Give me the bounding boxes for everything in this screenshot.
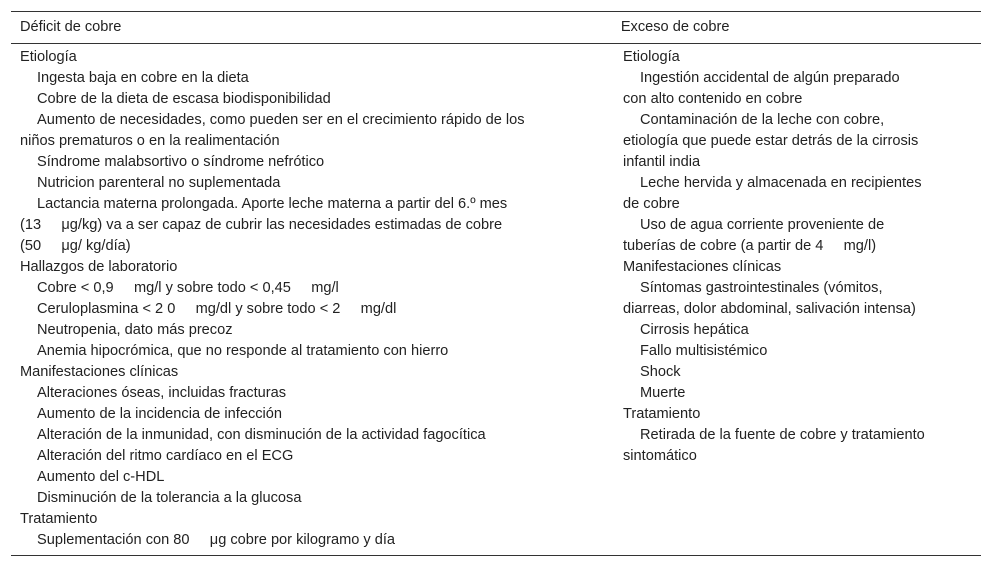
section-heading: Manifestaciones clínicas bbox=[20, 364, 179, 380]
list-item-continuation: con alto contenido en cobre bbox=[623, 91, 803, 107]
copper-table bbox=[11, 11, 981, 556]
list-item: Disminución de la tolerancia a la glucosa bbox=[37, 490, 302, 506]
section-heading: Tratamiento bbox=[623, 406, 701, 422]
list-item-continuation: tuberías de cobre (a partir de 4 mg/l) bbox=[623, 238, 877, 254]
header-excess: Exceso de cobre bbox=[620, 19, 730, 35]
list-item: Alteración del ritmo cardíaco en el ECG bbox=[37, 448, 294, 464]
list-item-continuation: de cobre bbox=[623, 196, 680, 212]
deficit-column bbox=[11, 47, 614, 551]
section-heading: Manifestaciones clínicas bbox=[623, 259, 782, 275]
list-item: Nutricion parenteral no suplementada bbox=[37, 175, 281, 191]
list-item: Ceruloplasmina < 2 0 mg/dl y sobre todo < 2 mg/dl bbox=[37, 301, 397, 317]
list-item: Aumento de necesidades, como pueden ser en el crecimiento rápido de los bbox=[37, 112, 525, 128]
header-deficit: Déficit de cobre bbox=[20, 19, 122, 35]
list-item: Anemia hipocrómica, que no responde al tratamiento con hierro bbox=[37, 343, 449, 359]
list-item-continuation: (50 μg/ kg/día) bbox=[20, 238, 131, 254]
list-item: Contaminación de la leche con cobre, bbox=[640, 112, 885, 128]
list-item: Shock bbox=[640, 364, 681, 380]
list-item: Aumento de la incidencia de infección bbox=[37, 406, 283, 422]
table-body bbox=[11, 44, 981, 555]
list-item: Leche hervida y almacenada en recipientes bbox=[640, 175, 922, 191]
list-item: Fallo multisistémico bbox=[640, 343, 768, 359]
list-item-continuation: etiología que puede estar detrás de la cirrosis bbox=[623, 133, 919, 149]
list-item: Alteración de la inmunidad, con disminución de la actividad fagocítica bbox=[37, 427, 486, 443]
table-header bbox=[11, 12, 981, 44]
list-item: Lactancia materna prolongada. Aporte leche materna a partir del 6.º mes bbox=[37, 196, 508, 212]
list-item: Síndrome malabsortivo o síndrome nefrótico bbox=[37, 154, 325, 170]
list-item: Cirrosis hepática bbox=[640, 322, 749, 338]
list-item-continuation: sintomático bbox=[623, 448, 697, 464]
list-item: Cobre de la dieta de escasa biodisponibilidad bbox=[37, 91, 331, 107]
list-item: Muerte bbox=[640, 385, 686, 401]
list-item: Ingestión accidental de algún preparado bbox=[640, 70, 900, 86]
section-heading: Etiología bbox=[20, 49, 77, 65]
section-heading: Tratamiento bbox=[20, 511, 98, 527]
list-item: Neutropenia, dato más precoz bbox=[37, 322, 233, 338]
list-item: Aumento del c-HDL bbox=[37, 469, 165, 485]
list-item-continuation: diarreas, dolor abdominal, salivación intensa) bbox=[623, 301, 916, 317]
list-item: Síntomas gastrointestinales (vómitos, bbox=[640, 280, 883, 296]
list-item: Retirada de la fuente de cobre y tratamiento bbox=[640, 427, 925, 443]
section-heading: Hallazgos de laboratorio bbox=[20, 259, 178, 275]
list-item: Cobre < 0,9 mg/l y sobre todo < 0,45 mg/l bbox=[37, 280, 339, 296]
list-item: Alteraciones óseas, incluidas fracturas bbox=[37, 385, 287, 401]
list-item: Uso de agua corriente proveniente de bbox=[640, 217, 885, 233]
list-item: Ingesta baja en cobre en la dieta bbox=[37, 70, 249, 86]
list-item: Suplementación con 80 μg cobre por kilogramo y día bbox=[37, 532, 396, 548]
list-item-continuation: niños prematuros o en la realimentación bbox=[20, 133, 280, 149]
list-item-continuation: (13 μg/kg) va a ser capaz de cubrir las necesidades estimadas de cobre bbox=[20, 217, 503, 233]
list-item-continuation: infantil india bbox=[623, 154, 701, 170]
section-heading: Etiología bbox=[623, 49, 680, 65]
excess-column bbox=[614, 47, 981, 551]
